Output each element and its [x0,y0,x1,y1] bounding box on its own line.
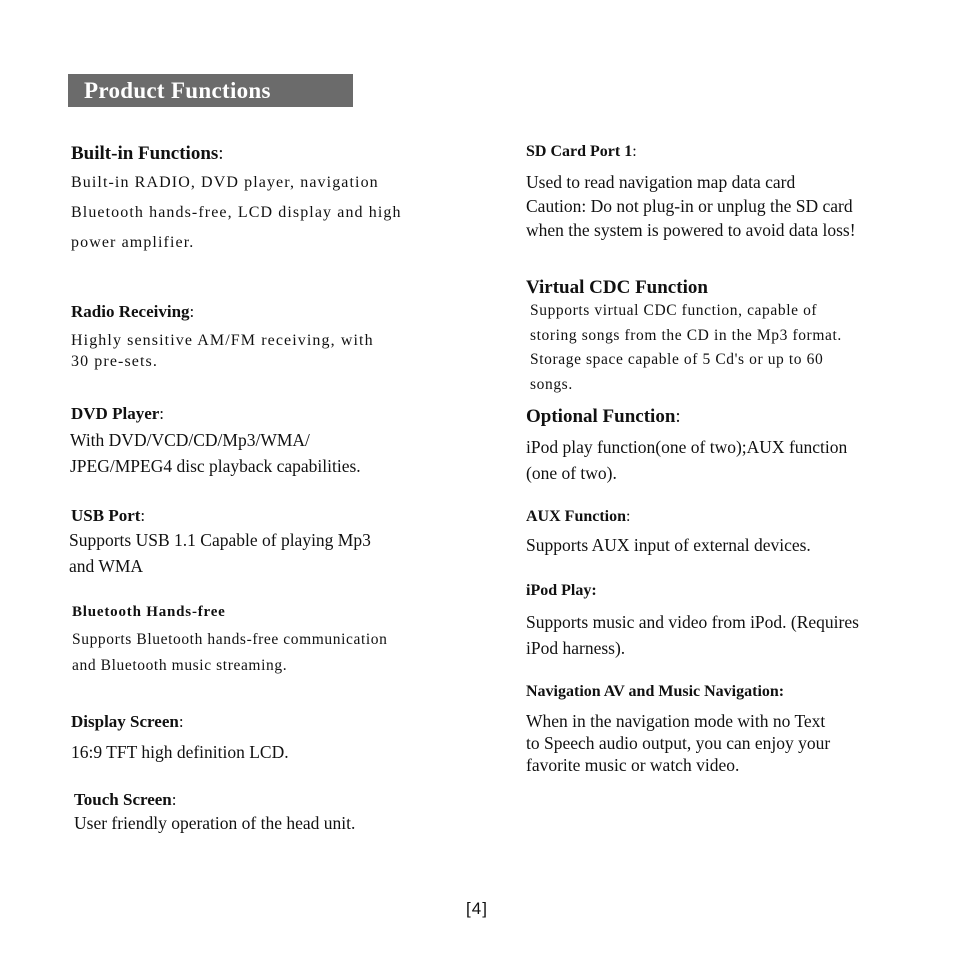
section-heading: Virtual CDC Function [526,277,708,298]
section-heading: Optional Function: [526,406,681,427]
section-sd-card-port [526,143,886,242]
section-body: Used to read navigation map data card Caution: Do not plug-in or unplug the SD card when the system is powered to avoid data loss! [526,172,856,240]
section-radio-receiving [71,302,471,372]
section-virtual-cdc-function [526,277,896,397]
section-body: With DVD/VCD/CD/Mp3/WMA/ JPEG/MPEG4 disc playback capabilities. [70,430,361,476]
section-body: When in the navigation mode with no Text to Speech audio output, you can enjoy your favorite music or watch video. [526,711,831,775]
section-heading: Navigation AV and Music Navigation: [526,683,785,700]
section-body: Supports music and video from iPod. (Requires iPod harness). [526,612,859,658]
section-body: User friendly operation of the head unit. [74,813,356,833]
page-number: [4] [466,899,488,918]
section-heading: Display Screen: [71,712,184,731]
section-body: Supports USB 1.1 Capable of playing Mp3 and WMA [69,530,371,576]
section-heading: AUX Function: [526,508,631,525]
section-dvd-player [70,404,470,479]
section-body: 16:9 TFT high definition LCD. [71,742,289,762]
section-heading: USB Port: [71,506,146,525]
section-navigation-av [526,683,886,776]
section-body: iPod play function(one of two);AUX function (one of two). [526,437,848,483]
page-title: Product Functions [68,74,353,107]
section-aux-function [526,508,896,557]
section-heading: DVD Player: [71,404,165,423]
section-touch-screen [74,790,474,835]
section-heading: Touch Screen: [74,790,177,809]
section-usb-port [69,506,469,579]
section-optional-function [526,406,896,486]
section-ipod-play [526,582,906,661]
section-body: Built-in RADIO, DVD player, navigation Bluetooth hands-free, LCD display and high power amplifier. [71,174,402,251]
section-heading: Built-in Functions: [71,143,224,164]
section-bluetooth-hands-free [72,604,472,679]
section-builtin-functions [71,143,471,258]
section-body: Supports virtual CDC function, capable of storing songs from the CD in the Mp3 format. Storage space capable of 5 Cd's or up to 60 songs. [530,302,842,393]
section-display-screen [71,712,471,764]
section-body: Highly sensitive AM/FM receiving, with 30 pre-sets. [71,332,374,370]
section-heading: Bluetooth Hands-free [72,604,226,620]
section-body: Supports AUX input of external devices. [526,535,811,555]
section-heading: Radio Receiving: [71,302,195,321]
section-heading: SD Card Port 1: [526,143,637,160]
section-heading: iPod Play: [526,582,597,599]
section-body: Supports Bluetooth hands-free communication and Bluetooth music streaming. [72,631,388,674]
